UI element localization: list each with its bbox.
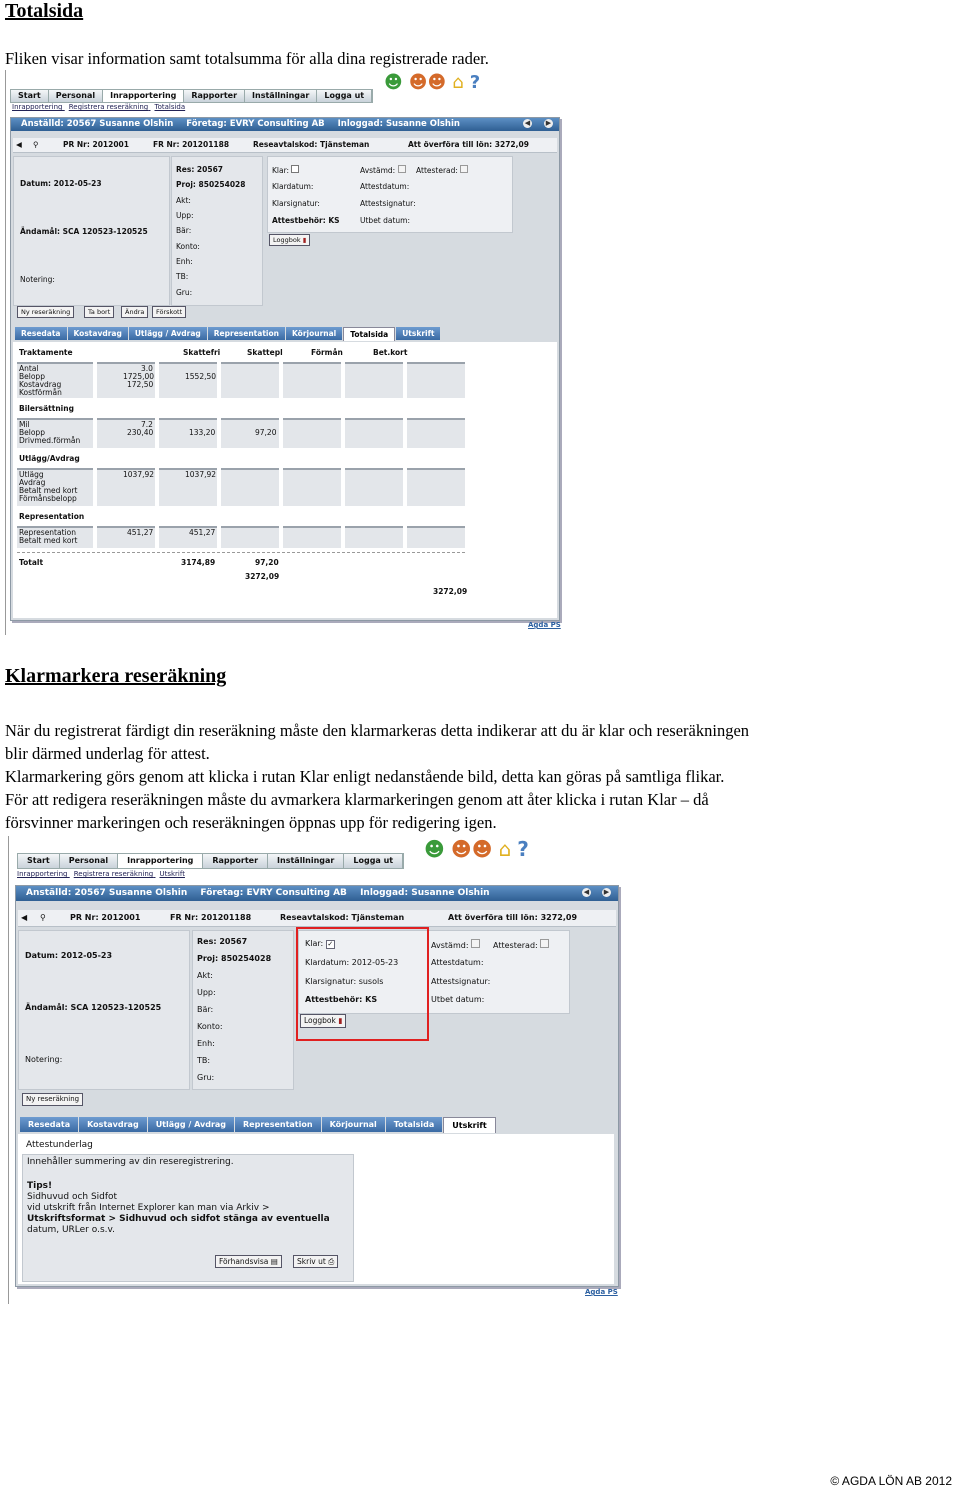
ta-bort-button[interactable]: Ta bort <box>84 306 114 318</box>
tab-utlagg-2[interactable]: Utlägg / Avdrag <box>148 1117 234 1132</box>
tab-korjournal-2[interactable]: Körjournal <box>322 1117 385 1132</box>
tab-kostavdrag[interactable]: Kostavdrag <box>68 327 128 340</box>
value-sum1: 3272,09 <box>245 572 280 581</box>
group4-col4 <box>283 526 341 548</box>
enh-label-2: Enh: <box>197 1039 215 1048</box>
tab-totalsida-2[interactable]: Totalsida <box>386 1117 442 1132</box>
gru-label-2: Gru: <box>197 1073 215 1082</box>
klar-checkbox-checked[interactable]: ✓ <box>327 940 334 948</box>
label-totalt: Totalt <box>19 558 44 567</box>
tab-utskrift[interactable]: Utskrift <box>396 327 440 340</box>
konto-label: Konto: <box>176 242 200 251</box>
value-belopp: 1725,00 <box>123 372 155 381</box>
label-avdrag: Avdrag <box>19 478 46 487</box>
title-representation: Representation <box>19 512 85 521</box>
person-icon-2[interactable]: ☻ <box>424 837 445 861</box>
main-menu-2 <box>17 853 404 869</box>
klardatum-label-2: Klardatum: 2012-05-23 <box>305 958 399 967</box>
person-icon[interactable]: ☻ <box>384 72 403 93</box>
attestsignatur-label: Attestsignatur: <box>360 199 416 208</box>
info-bar-2 <box>18 910 616 927</box>
ny-reserakning-button[interactable]: Ny reseräkning <box>17 306 74 318</box>
tab-bar <box>15 327 441 341</box>
breadcrumb-registrera[interactable]: Registrera reseräkning <box>68 103 149 111</box>
breadcrumb-utskrift-2[interactable]: Utskrift <box>159 870 185 878</box>
value-utlagg: 1037,92 <box>123 470 155 479</box>
value-representation: 451,27 <box>127 528 154 537</box>
tab-bar-2 <box>20 1117 497 1133</box>
breadcrumb-inrapportering-2[interactable]: Inrapportering <box>17 870 68 878</box>
label-formansbelopp: Förmånsbelopp <box>19 494 77 503</box>
home-icon[interactable]: ⌂ <box>452 72 464 93</box>
bar-label: Bär: <box>176 226 192 235</box>
tab-utlagg[interactable]: Utlägg / Avdrag <box>129 327 207 340</box>
main-menu <box>10 89 373 103</box>
attestdatum-label: Attestdatum: <box>360 182 410 191</box>
group2-col5 <box>345 418 403 448</box>
group1-col3 <box>221 362 279 398</box>
bar-label-2: Bär: <box>197 1005 214 1014</box>
group-icon-2[interactable]: ☻☻ <box>450 837 493 861</box>
skriv-ut-button[interactable]: Skriv ut ⎙ <box>293 1255 338 1268</box>
klar-label: Klar: <box>272 165 299 175</box>
anstalld-label: Anställd: 20567 Susanne Olshin <box>21 119 174 129</box>
value-skattepl-2: 97,20 <box>255 428 277 437</box>
reseavtalskod: Reseavtalskod: Tjänsteman <box>253 140 370 149</box>
menu-inrapportering[interactable]: Inrapportering <box>103 90 184 102</box>
value-mil: 7.2 <box>141 420 153 429</box>
label-belopp-bil: Belopp <box>19 428 45 437</box>
fr-number-2: FR Nr: 201201188 <box>170 913 252 922</box>
label-betalt-kort: Betalt med kort <box>19 486 78 495</box>
book-icon-2: ▮ <box>338 1016 343 1025</box>
value-total-col3: 97,20 <box>255 558 279 567</box>
att-overfora: Att överföra till lön: 3272,09 <box>408 140 529 149</box>
klardatum-label: Klardatum: <box>272 182 314 191</box>
totals-grid <box>13 342 557 618</box>
tab-representation-2[interactable]: Representation <box>235 1117 321 1132</box>
upp-label: Upp: <box>176 211 194 220</box>
ny-reserakning-button-2[interactable]: Ny reseräkning <box>22 1093 83 1106</box>
pr-number: PR Nr: 2012001 <box>63 140 129 149</box>
group3-col6 <box>407 468 465 506</box>
tips-line2: vid utskrift från Internet Explorer kan man via Arkiv > <box>27 1203 270 1213</box>
menu-start-2[interactable]: Start <box>18 854 60 868</box>
datum-label: Datum: 2012-05-23 <box>20 179 102 188</box>
attestdatum-label-2: Attestdatum: <box>431 958 484 967</box>
tab-totalsida[interactable]: Totalsida <box>343 327 395 341</box>
res-label: Res: 20567 <box>176 165 224 174</box>
utbet-label-2: Utbet datum: <box>431 995 485 1004</box>
klarsignatur-label: Klarsignatur: <box>272 199 320 208</box>
andamal-label-2: Ändamål: SCA 120523-120525 <box>25 1003 162 1012</box>
report-window <box>10 117 560 621</box>
label-belopp: Belopp <box>19 372 45 381</box>
search-icon-2[interactable]: ⚲ <box>40 913 46 922</box>
printer-icon: ⎙ <box>328 1257 335 1266</box>
screenshot-klarmarkera <box>8 836 629 1304</box>
header-mid-panel <box>171 156 263 306</box>
menu-start[interactable]: Start <box>11 90 49 102</box>
header-left-panel <box>13 156 170 306</box>
inloggad-label-2: Inloggad: Susanne Olshin <box>360 888 490 898</box>
title-bilersattning: Bilersättning <box>19 404 74 413</box>
tab-resedata[interactable]: Resedata <box>15 327 67 340</box>
label-antal: Antal <box>19 364 39 373</box>
label-drivmed: Drivmed.förmån <box>19 436 81 445</box>
help-icon-2[interactable]: ? <box>517 837 529 861</box>
pr-number-2: PR Nr: 2012001 <box>70 913 141 922</box>
tb-label: TB: <box>176 272 189 281</box>
avstamd-checkbox-2 <box>471 939 480 948</box>
attesterad-label: Attesterad: <box>416 165 468 175</box>
group4-col3 <box>221 526 279 548</box>
menu-installningar-2[interactable]: Inställningar <box>268 854 344 868</box>
tab-kostavdrag-2[interactable]: Kostavdrag <box>79 1117 147 1132</box>
header-betkort: Bet.kort <box>373 348 408 357</box>
avstamd-checkbox <box>398 165 406 173</box>
total-divider <box>17 552 465 553</box>
attestbehor-label-2: Attestbehör: KS <box>305 995 378 1004</box>
value-skattefri-2: 133,20 <box>189 428 216 437</box>
agda-brand-2[interactable]: Agda PS <box>585 1288 618 1296</box>
notering-label-2: Notering: <box>25 1055 63 1064</box>
klar-text-line2: blir därmed underlag för attest. <box>5 744 210 763</box>
prev-arrow-icon-2[interactable]: ◀ <box>583 888 590 896</box>
andra-button[interactable]: Ändra <box>121 306 148 318</box>
print-summary: Innehåller summering av din reseregistrering. <box>27 1157 234 1167</box>
tab-representation[interactable]: Representation <box>208 327 285 340</box>
screenshot-totalsida <box>5 70 566 635</box>
top-icons <box>384 72 480 94</box>
header-skattepl: Skattepl <box>247 348 283 357</box>
value-skattefri-3: 1037,92 <box>185 470 217 479</box>
value-antal: 3.0 <box>141 364 153 373</box>
title-utlagg: Utlägg/Avdrag <box>19 454 80 463</box>
value-sum2: 3272,09 <box>433 587 468 596</box>
breadcrumb-inrapportering[interactable]: Inrapportering <box>12 103 63 111</box>
menu-logga-ut-2[interactable]: Logga ut <box>344 854 403 868</box>
print-area <box>18 1134 614 1284</box>
proj-label: Proj: 850254028 <box>176 180 246 189</box>
gru-label: Gru: <box>176 288 193 297</box>
forskott-button[interactable]: Förskott <box>152 306 186 318</box>
group1-col5 <box>345 362 403 398</box>
avstamd-label: Avstämd: <box>360 165 406 175</box>
res-label-2: Res: 20567 <box>197 937 248 946</box>
reseavtalskod-2: Reseavtalskod: Tjänsteman <box>280 913 405 922</box>
top-icons-2 <box>424 838 529 860</box>
utbet-label: Utbet datum: <box>360 216 411 225</box>
back-icon-2[interactable]: ◀ <box>21 913 28 922</box>
attesterad-label-2: Attesterad: <box>493 939 549 950</box>
klar-highlight-box <box>296 927 429 1041</box>
menu-installningar[interactable]: Inställningar <box>245 90 317 102</box>
info-bar <box>13 138 557 153</box>
heading-klarmarkera: Klarmarkera reseräkning <box>5 665 227 687</box>
tab-utskrift-2[interactable]: Utskrift <box>443 1117 495 1133</box>
anstalld-label-2: Anställd: 20567 Susanne Olshin <box>26 888 188 898</box>
header-left-panel-2 <box>18 930 190 1090</box>
value-total-col1: 3174,89 <box>181 558 216 567</box>
label-betalt-kort-rep: Betalt med kort <box>19 536 78 545</box>
akt-label-2: Akt: <box>197 971 213 980</box>
klar-text-line1: När du registrerat färdigt din reseräkning måste den klarmarkeras detta indikerar att du är klar och reseräkningen <box>5 721 750 740</box>
menu-rapporter[interactable]: Rapporter <box>184 90 245 102</box>
group2-col6 <box>407 418 465 448</box>
print-panel <box>22 1154 354 1282</box>
avstamd-label-2: Avstämd: <box>431 939 480 950</box>
attestbehor-label: Attestbehör: KS <box>272 216 340 225</box>
foretag-label-2: Företag: EVRY Consulting AB <box>200 888 347 898</box>
preview-icon: ▤ <box>270 1257 278 1266</box>
klar-text-line3: Klarmarkering görs genom att klicka i rutan Klar enligt nedanstående bild, detta kan göras på samtliga flikar. <box>5 767 725 786</box>
title-bar <box>11 118 559 131</box>
klar-text-line5: försvinner markeringen och reseräkningen öppnas upp för redigering igen. <box>5 813 497 832</box>
copyright-footer: © AGDA LÖN AB 2012 <box>830 1474 952 1488</box>
header-skattefri: Skattefri <box>183 348 221 357</box>
menu-inrapportering-2[interactable]: Inrapportering <box>118 854 203 868</box>
label-kostforman: Kostförmån <box>19 388 62 397</box>
value-skattefri-4: 451,27 <box>189 528 216 537</box>
back-icon[interactable]: ◀ <box>16 140 22 149</box>
proj-label-2: Proj: 850254028 <box>197 954 272 963</box>
group-icon[interactable]: ☻☻ <box>408 72 447 93</box>
next-arrow-icon[interactable]: ▶ <box>545 119 552 127</box>
upp-label-2: Upp: <box>197 988 216 997</box>
klar-label-2: Klar: ✓ <box>305 939 334 948</box>
group4-col5 <box>345 526 403 548</box>
next-arrow-icon-2[interactable]: ▶ <box>603 888 610 896</box>
label-mil: Mil <box>19 420 30 429</box>
tab-resedata-2[interactable]: Resedata <box>20 1117 78 1132</box>
klarsignatur-label-2: Klarsignatur: susols <box>305 977 384 986</box>
group3-col5 <box>345 468 403 506</box>
tb-label-2: TB: <box>197 1056 211 1065</box>
group1-col4 <box>283 362 341 398</box>
menu-logga-ut[interactable]: Logga ut <box>317 90 372 102</box>
tips-line3: Utskriftsformat > Sidhuvud och sidfot stänga av eventuella <box>27 1214 330 1224</box>
menu-personal[interactable]: Personal <box>49 90 103 102</box>
breadcrumb-2 <box>17 870 185 878</box>
label-representation: Representation <box>19 528 76 537</box>
menu-rapporter-2[interactable]: Rapporter <box>203 854 268 868</box>
value-belopp-bil: 230,40 <box>127 428 154 437</box>
title-bar-2 <box>16 886 618 901</box>
akt-label: Akt: <box>176 196 191 205</box>
breadcrumb <box>12 103 185 111</box>
tips-line1: Sidhuvud och Sidfot <box>27 1192 118 1202</box>
fr-number: FR Nr: 201201188 <box>153 140 230 149</box>
status-panel <box>267 156 513 233</box>
group2-col4 <box>283 418 341 448</box>
loggbok-button[interactable]: Loggbok ▮ <box>269 234 310 246</box>
book-icon: ▮ <box>302 236 307 244</box>
attesterad-checkbox-2 <box>540 939 549 948</box>
foretag-label: Företag: EVRY Consulting AB <box>186 119 325 129</box>
header-forman: Förmån <box>311 348 343 357</box>
report-window-2 <box>15 885 619 1287</box>
menu-personal-2[interactable]: Personal <box>60 854 118 868</box>
datum-label-2: Datum: 2012-05-23 <box>25 951 113 960</box>
search-icon[interactable]: ⚲ <box>33 140 39 149</box>
klar-checkbox[interactable] <box>291 165 299 173</box>
group4-col6 <box>407 526 465 548</box>
header-mid-panel-2 <box>192 930 294 1090</box>
agda-brand[interactable]: Agda PS <box>528 621 561 629</box>
attesterad-checkbox <box>460 165 468 173</box>
heading-totalsida: Totalsida <box>5 0 84 22</box>
group3-col3 <box>221 468 279 506</box>
inloggad-label: Inloggad: Susanne Olshin <box>337 119 460 129</box>
header-traktamente: Traktamente <box>19 348 73 357</box>
loggbok-button-2[interactable]: Loggbok ▮ <box>300 1014 346 1028</box>
attestsignatur-label-2: Attestsignatur: <box>431 977 491 986</box>
andamal-label: Ändamål: SCA 120523-120525 <box>20 227 148 236</box>
breadcrumb-totalsida[interactable]: Totalsida <box>154 103 186 111</box>
tips-title: Tips! <box>27 1181 53 1191</box>
forhandsvisa-button[interactable]: Förhandsvisa ▤ <box>215 1255 282 1268</box>
tips-line4: datum, URLer o.s.v. <box>27 1225 115 1235</box>
tab-korjournal[interactable]: Körjournal <box>286 327 342 340</box>
value-skattefri-1: 1552,50 <box>185 372 217 381</box>
notering-label: Notering: <box>20 275 55 284</box>
help-icon[interactable]: ? <box>469 72 481 93</box>
prev-arrow-icon[interactable]: ◀ <box>524 119 531 127</box>
group3-col4 <box>283 468 341 506</box>
group1-col6 <box>407 362 465 398</box>
att-overfora-2: Att överföra till lön: 3272,09 <box>448 913 578 922</box>
value-kostavdrag: 172,50 <box>127 380 154 389</box>
home-icon-2[interactable]: ⌂ <box>498 837 512 861</box>
klar-text-line4: För att redigera reseräkningen måste du avmarkera klarmarkeringen genom att åter klicka i rutan Klar – då <box>5 790 709 809</box>
breadcrumb-registrera-2[interactable]: Registrera reseräkning <box>73 870 154 878</box>
label-utlagg: Utlägg <box>19 470 44 479</box>
label-kostavdrag: Kostavdrag <box>19 380 62 389</box>
attestunderlag-title: Attestunderlag <box>26 1140 93 1150</box>
intro-text: Fliken visar information samt totalsumma för alla dina registrerade rader. <box>5 49 489 68</box>
enh-label: Enh: <box>176 257 193 266</box>
konto-label-2: Konto: <box>197 1022 223 1031</box>
